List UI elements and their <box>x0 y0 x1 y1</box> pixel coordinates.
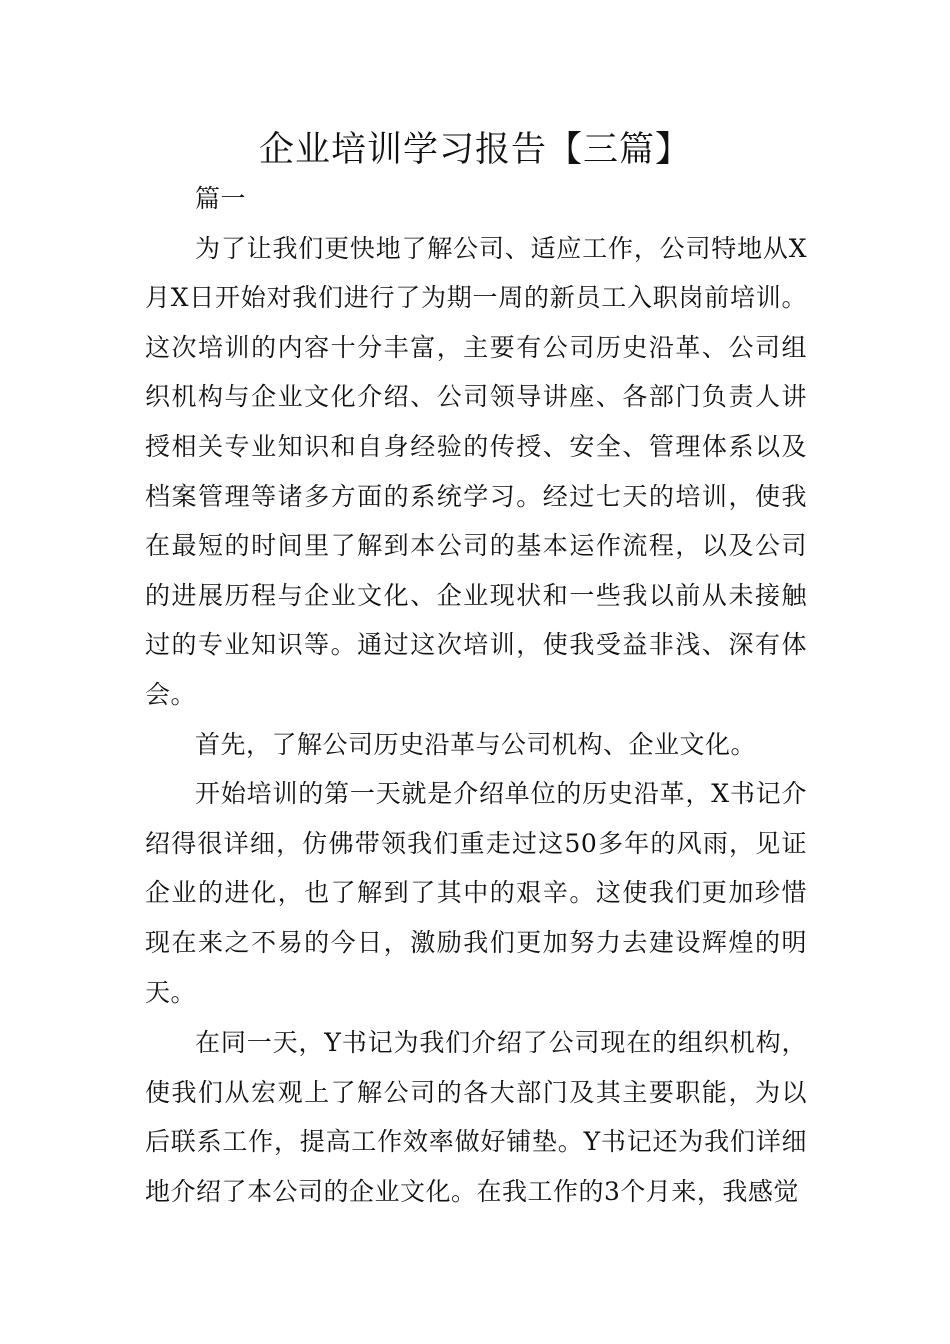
document-body <box>145 174 807 1216</box>
paragraph-first-point: 首先，了解公司历史沿革与公司机构、企业文化。 <box>195 729 757 759</box>
paragraph-intro: 为了让我们更快地了解公司、适应工作，公司特地从X月X日开始对我们进行了为期一周的新员工入职岗前培训。这次培训的内容十分丰富，主要有公司历史沿革、公司组织机构与企业文化介绍、公司领导讲座、各部门负责人讲授相关专业知识和自身经验的传授、安全、管理体系以及档案管理等诸多方面的系统学习。经过七天的培训，使我在最短的时间里了解到本公司的基本运作流程，以及公司的进展历程与企业文化、企业现状和一些我以前从未接触过的专业知识等。通过这次培训，使我受益非浅、深有体会。 <box>145 233 807 709</box>
paragraph-organization: 在同一天，Y书记为我们介绍了公司现在的组织机构，使我们从宏观上了解公司的各大部门及其主要职能，为以后联系工作，提高工作效率做好铺垫。Y书记还为我们详细地介绍了本公司的企业文化。在我工作的3个月来，我感觉 <box>145 1028 807 1206</box>
section-heading: 篇一 <box>195 184 247 213</box>
paragraph-history: 开始培训的第一天就是介绍单位的历史沿革，X书记介绍得很详细，仿佛带领我们重走过这50多年的风雨，见证企业的进化，也了解到了其中的艰辛。这使我们更加珍惜现在来之不易的今日，激励我们更加努力去建设辉煌的明天。 <box>145 779 807 1007</box>
document-title: 企业培训学习报告【三篇】 <box>258 130 691 170</box>
